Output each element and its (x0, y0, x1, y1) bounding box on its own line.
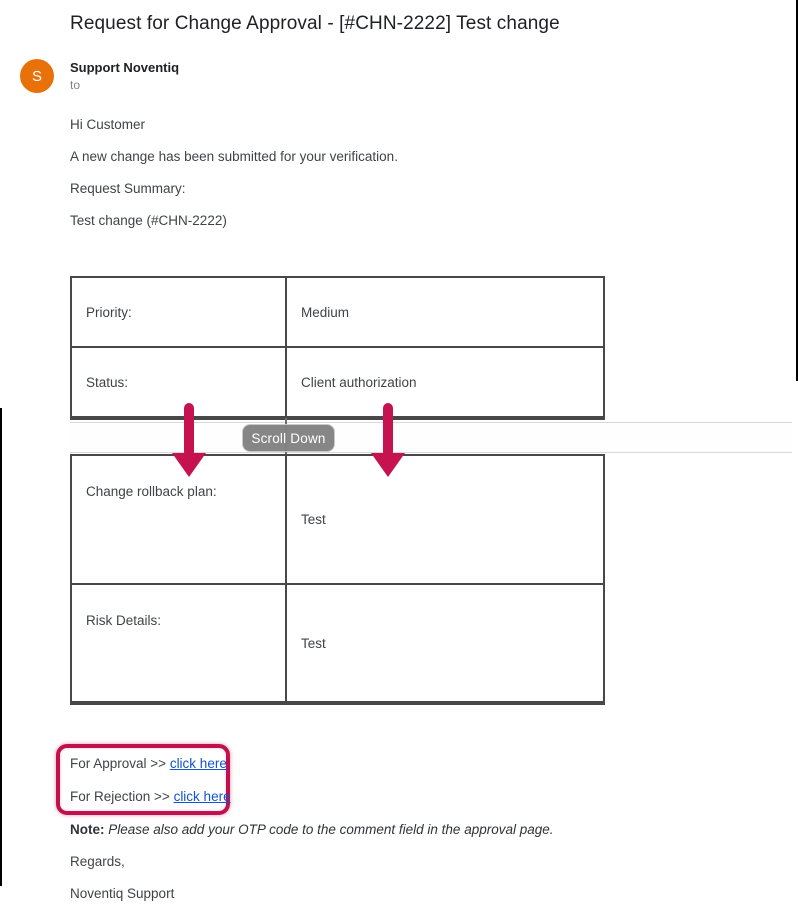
screenshot-crop-border-left (0, 408, 2, 886)
request-summary-value: Test change (#CHN-2222) (70, 213, 227, 228)
rejection-line (70, 789, 231, 804)
table-value-risk: Test (287, 585, 603, 703)
email-subject: Request for Change Approval - [#CHN-2222] Test change (70, 13, 560, 34)
approval-link[interactable]: click here (169, 756, 227, 771)
table-value-priority: Medium (287, 278, 603, 348)
otp-note (70, 822, 554, 837)
request-summary-label: Request Summary: (70, 181, 186, 196)
sender-avatar-letter: S (31, 67, 42, 85)
recipient-to-label[interactable]: to (70, 78, 81, 92)
change-details-table-lower (70, 454, 605, 705)
scroll-down-badge-label: Scroll Down (251, 430, 326, 446)
sender-avatar[interactable] (20, 59, 54, 93)
table-value-rollback: Test (287, 456, 603, 585)
otp-note-text: Please also add your OTP code to the comment field in the approval page. (104, 822, 554, 837)
scroll-down-arrow-left-icon (170, 403, 208, 479)
table-value-status: Client authorization (287, 348, 603, 418)
change-details-table-upper (70, 276, 605, 420)
scroll-down-arrow-right-icon (369, 403, 407, 479)
table-label-risk: Risk Details: (72, 585, 287, 703)
intro-text: A new change has been submitted for your verification. (70, 149, 398, 164)
table-label-status: Status: (72, 348, 287, 418)
approval-line (70, 756, 227, 771)
sender-name: Support Noventiq (70, 60, 180, 75)
closing-text: Regards, (70, 854, 125, 869)
rejection-link[interactable]: click here (173, 789, 231, 804)
otp-note-label: Note: (70, 822, 105, 837)
scroll-down-badge (242, 424, 335, 452)
approval-prefix-text: For Approval >> (70, 756, 170, 771)
table-label-rollback: Change rollback plan: (72, 456, 287, 585)
approval-links-highlight-box (56, 744, 230, 815)
rejection-prefix-text: For Rejection >> (70, 789, 174, 804)
table-label-priority: Priority: (72, 278, 287, 348)
signature-text: Noventiq Support (70, 886, 175, 901)
greeting-text: Hi Customer (70, 117, 146, 132)
